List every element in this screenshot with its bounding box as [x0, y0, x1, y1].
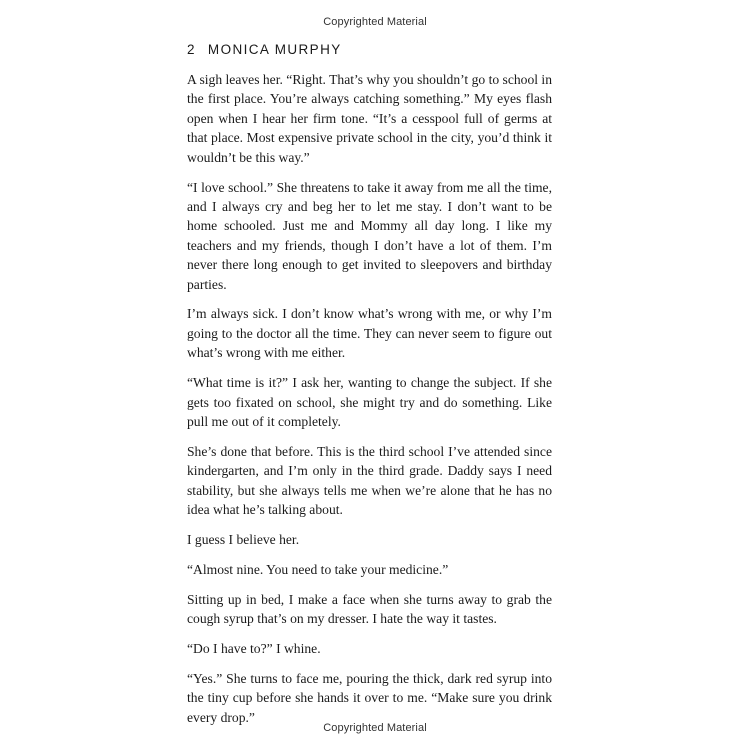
copyright-watermark-bottom: Copyrighted Material	[323, 722, 427, 734]
paragraph: A sigh leaves her. “Right. That’s why you shouldn’t go to school in the first place. You’re always catching something.” My eyes flash open when I hear her firm tone. “It’s a cesspool full of germs at that place. Most expensive private school in the city, you’d think it wouldn’t be this way.”	[187, 72, 552, 165]
paragraph: I’m always sick. I don’t know what’s wrong with me, or why I’m going to the doctor all the time. They can never seem to figure out what’s wrong with me either.	[187, 306, 552, 361]
paragraph: I guess I believe her.	[187, 532, 300, 548]
paragraph: “Almost nine. You need to take your medicine.”	[187, 561, 449, 577]
copyright-watermark-top: Copyrighted Material	[323, 16, 427, 28]
body-text	[187, 70, 552, 738]
paragraph: “What time is it?” I ask her, wanting to change the subject. If she gets too fixated on school, she might try and do something. Like pull me out of it completely.	[187, 375, 552, 429]
paragraph: “Do I have to?” I whine.	[187, 641, 321, 657]
paragraph: “I love school.” She threatens to take it away from me all the time, and I always cry and beg her to let me stay. I don’t want to be home schooled. Just me and Mommy all day long. I like my teachers and my friends, though I don’t have a lot of them. I’m never there long enough to get invited to sleepovers and birthday parties.	[187, 179, 552, 292]
running-head	[187, 42, 342, 57]
paragraph: Sitting up in bed, I make a face when she turns away to grab the cough syrup that’s on my dresser. I hate the way it tastes.	[187, 591, 552, 627]
paragraph: “Yes.” She turns to face me, pouring the thick, dark red syrup into the tiny cup before she hands it over to me. “Make sure you drink every drop.”	[187, 671, 552, 725]
paragraph: She’s done that before. This is the third school I’ve attended since kindergarten, and I’m only in the third grade. Daddy says I need stability, but she always tells me when we’re alone that he has no idea what he’s talking about.	[187, 443, 552, 518]
author-name: MONICA MURPHY	[207, 42, 342, 57]
page-number: 2	[187, 42, 196, 57]
